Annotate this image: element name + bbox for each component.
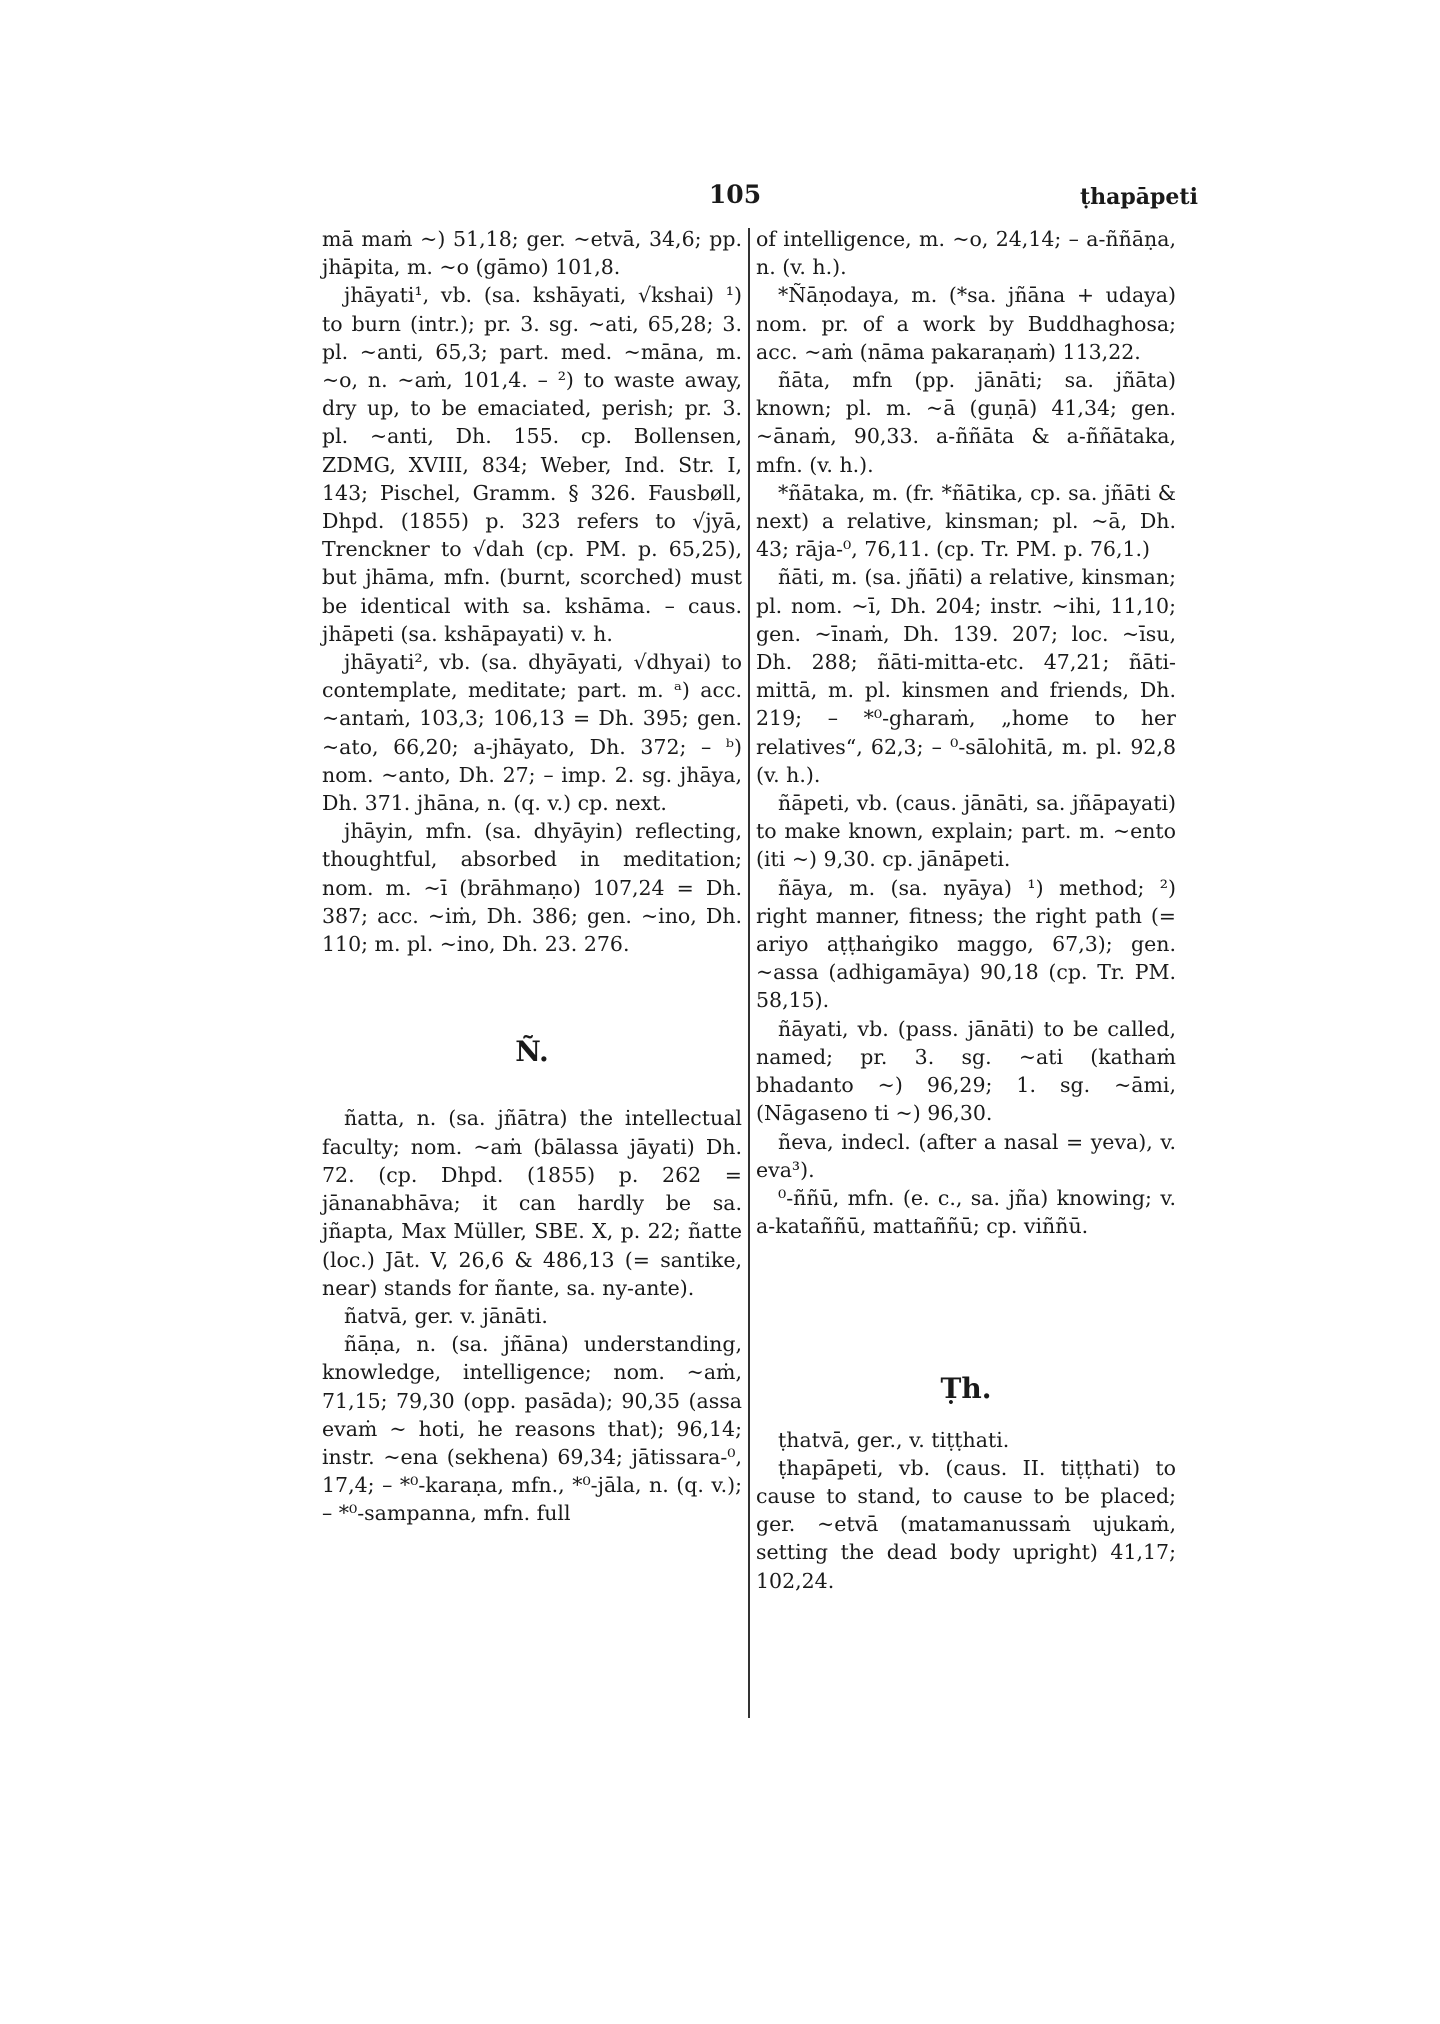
dictionary-entry: *ñātaka, m. (fr. *ñātika, cp. sa. jñāti & next) a relative, kinsman; pl. ~ā, Dh. 43; rāja-⁰, 76,11. (cp. Tr. PM. p. 76,1.) xyxy=(756,480,1176,562)
section-heading-n: Ñ. xyxy=(515,1035,549,1069)
dictionary-entry: ñāti, m. (sa. jñāti) a relative, kinsman; pl. nom. ~ī, Dh. 204; instr. ~ihi, 11,10; gen. ~īnaṁ, Dh. 139. 207; loc. ~īsu, Dh. 288; ñāti-mitta-etc. 47,21; ñāti-mittā, m. pl. kinsmen and friends, Dh. 219; – *⁰-gharaṁ, „home to her relatives“, 62,3; – ⁰-sālohitā, m. pl. 92,8 (v. h.). xyxy=(756,565,1176,787)
dictionary-entry: of intelligence, m. ~o, 24,14; – a-ññāṇa, n. (v. h.). xyxy=(756,227,1176,280)
dictionary-entry: jhāyati¹, vb. (sa. kshāyati, √kshai) ¹) to burn (intr.); pr. 3. sg. ~ati, 65,28; 3. pl. ~anti, 65,3; part. med. ~māna, m. ~o, n. ~aṁ, 101,4. – ²) to waste away, dry up, to be emaciated, perish; pr. 3. pl. ~anti, Dh. 155. cp. Bollensen, ZDMG, XVIII, 834; Weber, Ind. Str. I, 143; Pischel, Gramm. § 326. Fausbøll, Dhpd. (1855) p. 323 refers to √jyā, Trenckner to √dah (cp. PM. p. 65,25), but jhāma, mfn. (burnt, scorched) must be identical with sa. kshāma. – caus. jhāpeti (sa. kshāpayati) v. h. xyxy=(322,283,742,646)
dictionary-entry: ñeva, indecl. (after a nasal = yeva), v. eva³). xyxy=(756,1129,1176,1182)
dictionary-entry: ṭhatvā, ger., v. tiṭṭhati. xyxy=(778,1427,1010,1452)
dictionary-entry: ñāta, mfn (pp. jānāti; sa. jñāta) known; pl. m. ~ā (guṇā) 41,34; gen. ~ānaṁ, 90,33. a-ññāta & a-ññātaka, mfn. (v. h.). xyxy=(756,368,1176,477)
dictionary-entry: ñatvā, ger. v. jānāti. xyxy=(344,1303,548,1328)
section-heading-th: Ṭh. xyxy=(940,1372,992,1406)
dictionary-entry: ñatta, n. (sa. jñātra) the intellectual faculty; nom. ~aṁ (bālassa jāyati) Dh. 72. (cp. Dhpd. (1855) p. 262 = jānanabhāva; it can hardly be sa. jñapta, Max Müller, SBE. X, p. 22; ñatte (loc.) Jāt. V, 26,6 & 486,13 (= santike, near) stands for ñante, sa. ny-ante). xyxy=(322,1106,742,1300)
running-head: ṭhapāpeti xyxy=(1080,184,1198,210)
dictionary-entry: ṭhapāpeti, vb. (caus. II. tiṭṭhati) to cause to stand, to cause to be placed; ger. ~etvā (matamanussaṁ ujukaṁ, setting the dead body upright) 41,17; 102,24. xyxy=(756,1455,1176,1593)
dictionary-entry: ñāyati, vb. (pass. jānāti) to be called, named; pr. 3. sg. ~ati (kathaṁ bhadanto ~) 96,29; 1. sg. ~āmi, (Nāgaseno ti ~) 96,30. xyxy=(756,1016,1176,1126)
dictionary-entry: jhāyin, mfn. (sa. dhyāyin) reflecting, thoughtful, absorbed in meditation; nom. m. ~ī (brāhmaṇo) 107,24 = Dh. 387; acc. ~iṁ, Dh. 386; gen. ~ino, Dh. 110; m. pl. ~ino, Dh. 23. 276. xyxy=(322,819,742,957)
left-column xyxy=(322,225,742,1528)
dictionary-entry: ⁰-ññū, mfn. (e. c., sa. jña) knowing; v. a-kataññū, mattaññū; cp. viññū. xyxy=(756,1185,1176,1239)
dictionary-entry: ñāpeti, vb. (caus. jānāti, sa. jñāpayati) to make known, explain; part. m. ~ento (iti ~) 9,30. cp. jānāpeti. xyxy=(756,791,1176,872)
dictionary-entry: ñāya, m. (sa. nyāya) ¹) method; ²) right manner, fitness; the right path (= ariyo aṭṭhaṅgiko maggo, 67,3); gen. ~assa (adhigamāya) 90,18 (cp. Tr. PM. 58,15). xyxy=(756,875,1176,1013)
column-divider xyxy=(748,228,750,1718)
dictionary-entry: jhāyati², vb. (sa. dhyāyati, √dhyai) to contemplate, meditate; part. m. ᵃ) acc. ~antaṁ, 103,3; 106,13 = Dh. 395; gen. ~ato, 66,20; a-jhāyato, Dh. 372; – ᵇ) nom. ~anto, Dh. 27; – imp. 2. sg. jhāya, Dh. 371. jhāna, n. (q. v.) cp. next. xyxy=(322,650,742,816)
dictionary-entry: *Ñāṇodaya, m. (*sa. jñāna + udaya) nom. pr. of a work by Buddhaghosa; acc. ~aṁ (nāma pakaraṇaṁ) 113,22. xyxy=(756,283,1176,364)
page-number: 105 xyxy=(708,180,762,209)
right-column xyxy=(756,225,1176,1595)
dictionary-entry: mā maṁ ~) 51,18; ger. ~etvā, 34,6; pp. jhāpita, m. ~o (gāmo) 101,8. xyxy=(322,227,742,280)
dictionary-entry: ñāṇa, n. (sa. jñāna) understanding, knowledge, intelligence; nom. ~aṁ, 71,15; 79,30 (opp. pasāda); 90,35 (assa evaṁ ~ hoti, he reasons that); 96,14; instr. ~ena (sekhena) 69,34; jātissara-⁰, 17,4; – *⁰-karaṇa, mfn., *⁰-jāla, n. (q. v.); – *⁰-sampanna, mfn. full xyxy=(322,1332,742,1526)
